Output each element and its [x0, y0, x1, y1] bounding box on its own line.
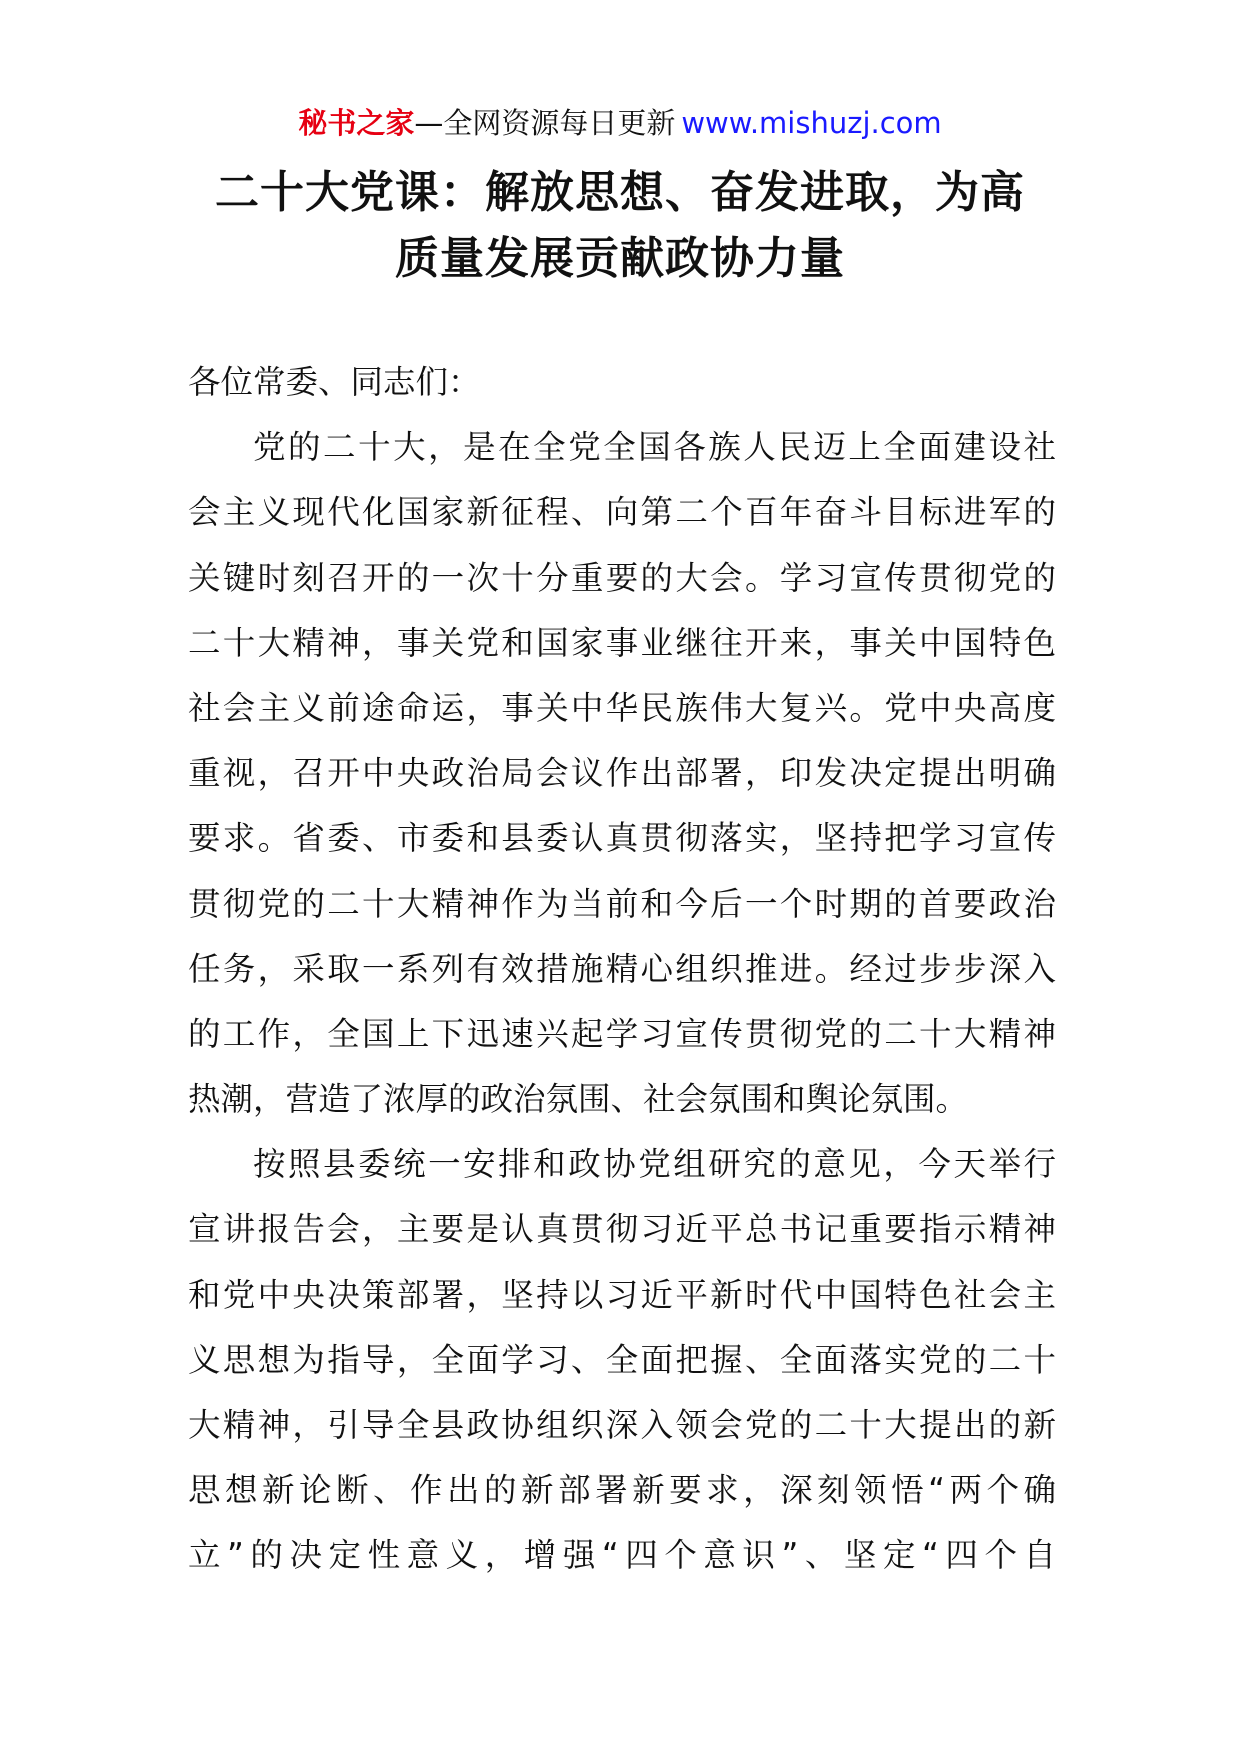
watermark-banner [0, 103, 1240, 143]
title-line: 二十大党课：解放思想、奋发进取，为高 [215, 167, 1025, 218]
paragraph-line: 关键时刻召开的一次十分重要的大会。学习宣传贯彻党的 [188, 558, 1056, 597]
paragraph-line: 二十大精神，事关党和国家事业继往开来，事关中国特色 [188, 623, 1056, 662]
paragraph-line: 和党中央决策部署，坚持以习近平新时代中国特色社会主 [188, 1275, 1056, 1314]
paragraph-line: 贯彻党的二十大精神作为当前和今后一个时期的首要政治 [188, 884, 1056, 923]
paragraph-line: 任务，采取一系列有效措施精心组织推进。经过步步深入 [188, 949, 1056, 988]
brand-tagline: —全网资源每日更新 [414, 106, 676, 140]
paragraph [188, 1132, 1056, 1588]
paragraph-line: 义思想为指导，全面学习、全面把握、全面落实党的二十 [188, 1340, 1056, 1379]
paragraph-line: 立”的决定性意义，增强“四个意识”、坚定“四个自 [188, 1536, 1056, 1575]
paragraph-line: 党的二十大，是在全党全国各族人民迈上全面建设社 [253, 428, 1056, 467]
document-title [180, 160, 1060, 292]
paragraph-line: 社会主义前途命运，事关中华民族伟大复兴。党中央高度 [188, 688, 1056, 727]
salutation-text: 各位常委、同志们： [188, 363, 481, 401]
document-body [188, 350, 1056, 1589]
website-link[interactable]: www.mishuzj.com [681, 106, 942, 140]
paragraph-line: 按照县委统一安排和政协党组研究的意见，今天举行 [253, 1145, 1056, 1184]
paragraph-line: 会主义现代化国家新征程、向第二个百年奋斗目标进军的 [188, 493, 1056, 532]
paragraph-line: 的工作，全国上下迅速兴起学习宣传贯彻党的二十大精神 [188, 1014, 1056, 1053]
paragraph-line: 思想新论断、作出的新部署新要求，深刻领悟“两个确 [188, 1471, 1056, 1510]
paragraph-line: 要求。省委、市委和县委认真贯彻落实，坚持把学习宣传 [188, 819, 1056, 858]
paragraph-line: 热潮，营造了浓厚的政治氛围、社会氛围和舆论氛围。 [188, 1080, 969, 1119]
title-line: 质量发展贡献政协力量 [395, 233, 845, 284]
salutation [188, 350, 1056, 415]
paragraph [188, 415, 1056, 1132]
paragraph-line: 宣讲报告会，主要是认真贯彻习近平总书记重要指示精神 [188, 1210, 1056, 1249]
brand-name: 秘书之家 [298, 106, 415, 140]
paragraph-line: 大精神，引导全县政协组织深入领会党的二十大提出的新 [188, 1406, 1056, 1444]
paragraph-line: 重视，召开中央政治局会议作出部署，印发决定提出明确 [188, 754, 1056, 793]
